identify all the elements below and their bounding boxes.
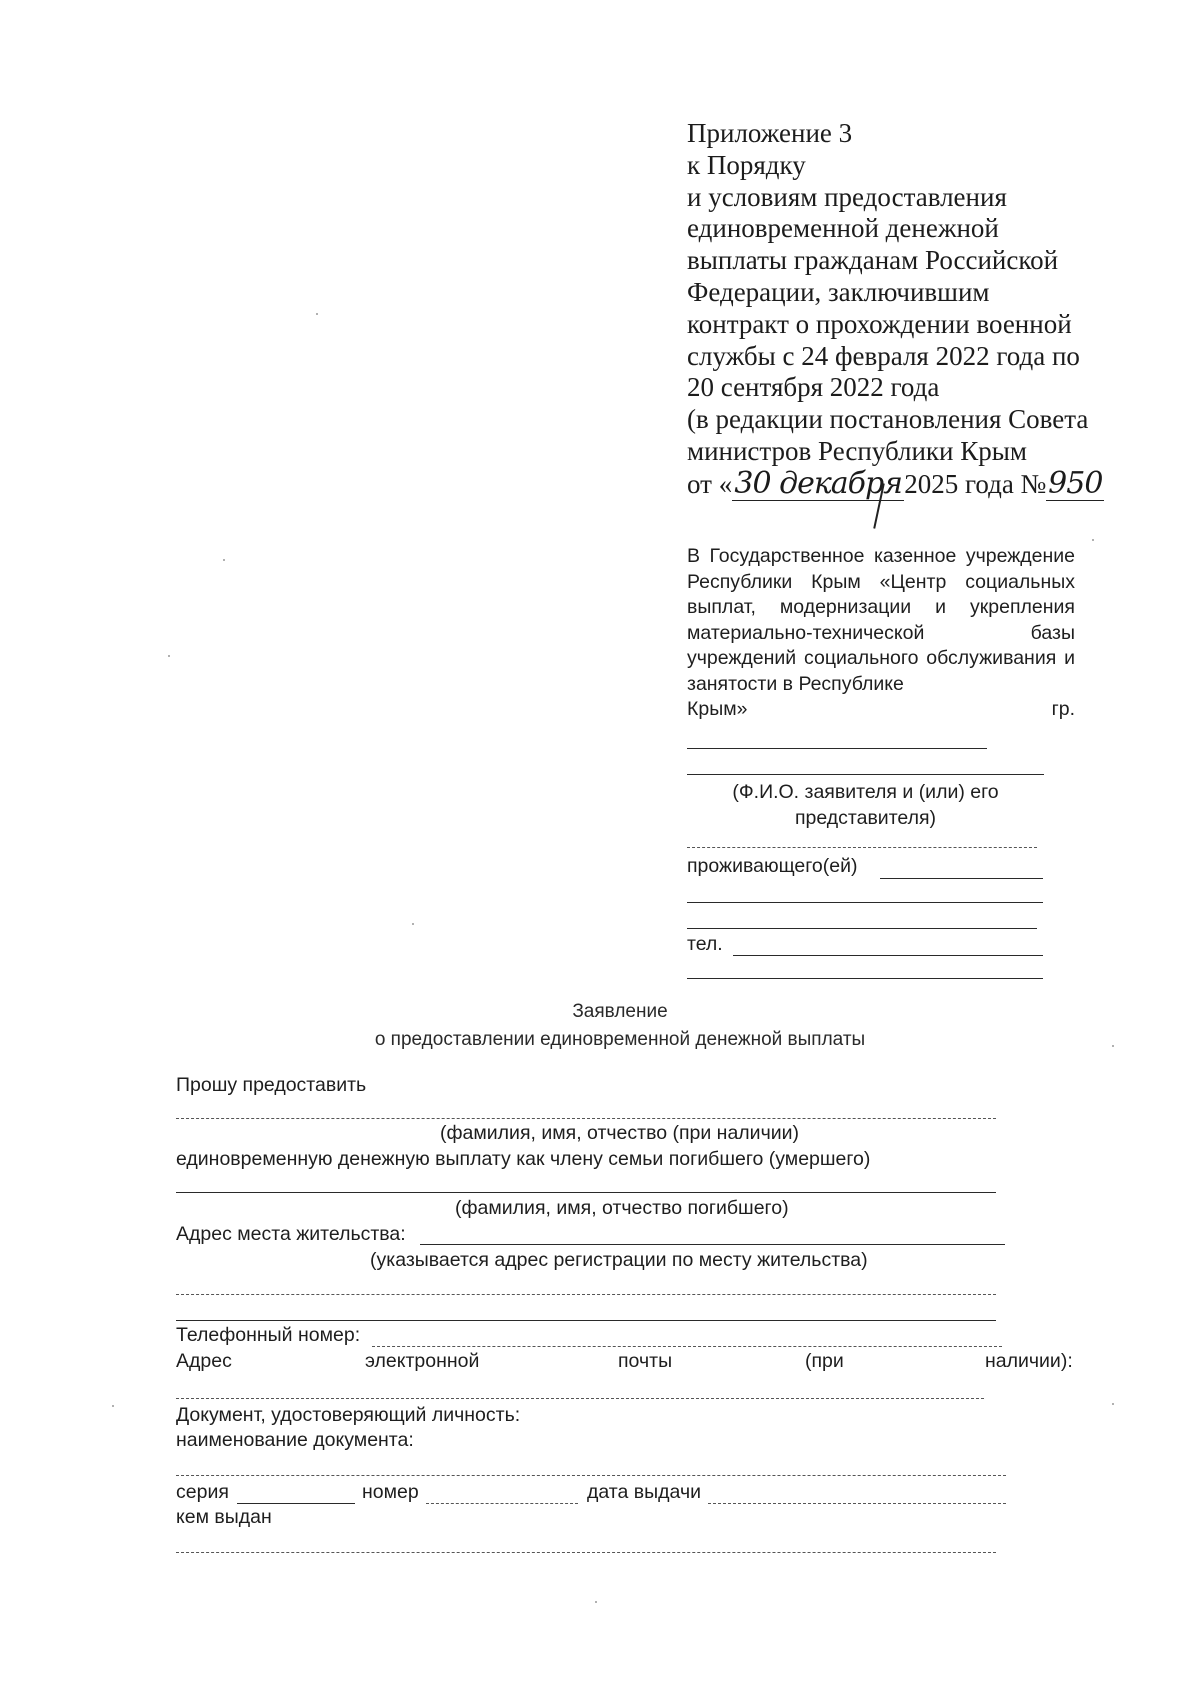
doc-name-field[interactable] bbox=[176, 1475, 1006, 1476]
address-caption: (указывается адрес регистрации по месту жительства) bbox=[370, 1249, 868, 1271]
recipient-last-line bbox=[687, 697, 1075, 723]
appendix-line: и условиям предоставления bbox=[687, 181, 1007, 212]
address-line-2[interactable] bbox=[176, 1294, 996, 1295]
scan-speck bbox=[223, 559, 225, 561]
scan-speck bbox=[112, 1405, 114, 1407]
document-title bbox=[300, 998, 940, 1054]
scan-speck bbox=[1112, 1403, 1114, 1405]
appendix-line: министров Республики Крым bbox=[687, 435, 1027, 466]
address-line-3[interactable] bbox=[176, 1320, 996, 1321]
email-field[interactable] bbox=[176, 1398, 984, 1399]
address-field[interactable] bbox=[420, 1244, 1005, 1245]
appendix-line: контракт о прохождении военной bbox=[687, 308, 1072, 339]
date-prefix: от « bbox=[687, 468, 733, 499]
appendix-line: единовременной денежной bbox=[687, 213, 999, 244]
appendix-header bbox=[687, 118, 1117, 501]
doc-name-label: наименование документа: bbox=[176, 1429, 414, 1451]
request-label: Прошу предоставить bbox=[176, 1074, 367, 1096]
email-word-3: почты bbox=[618, 1350, 673, 1372]
residing-line-2[interactable] bbox=[687, 902, 1043, 903]
year-text: 2025 года № bbox=[904, 468, 1047, 499]
phone-field-top[interactable] bbox=[733, 955, 1043, 956]
series-label: серия bbox=[176, 1481, 229, 1503]
scan-speck bbox=[595, 1601, 597, 1603]
phone-field[interactable] bbox=[372, 1346, 1002, 1347]
issue-date-label: дата выдачи bbox=[587, 1481, 701, 1503]
recipient-block bbox=[687, 544, 1075, 723]
address-label: Адрес места жительства: bbox=[176, 1223, 406, 1245]
issued-by-field[interactable] bbox=[176, 1552, 996, 1553]
email-word-5: наличии): bbox=[985, 1350, 1073, 1372]
title-line-1: Заявление bbox=[572, 1001, 668, 1022]
scan-speck bbox=[1112, 1045, 1114, 1047]
residing-field[interactable] bbox=[880, 878, 1043, 879]
appendix-line: выплаты гражданам Российской bbox=[687, 245, 1059, 276]
scan-speck bbox=[412, 923, 414, 925]
appendix-line: к Порядку bbox=[687, 149, 806, 180]
handwritten-date: 30 декабря bbox=[732, 468, 904, 501]
handwritten-number: 950 bbox=[1048, 465, 1103, 501]
issued-by-label: кем выдан bbox=[176, 1506, 272, 1528]
resolution-date-line bbox=[687, 465, 1117, 501]
appendix-line: Федерации, заключившим bbox=[687, 276, 990, 307]
recipient-last-left: Крым» bbox=[687, 698, 748, 720]
email-word-4: (при bbox=[805, 1350, 844, 1372]
payment-text: единовременную денежную выплату как члену семьи погибшего (умершего) bbox=[176, 1148, 871, 1170]
appendix-line: (в редакции постановления Совета bbox=[687, 404, 1089, 435]
phone-label: Телефонный номер: bbox=[176, 1324, 361, 1346]
fio-caption: (фамилия, имя, отчество (при наличии) bbox=[440, 1122, 800, 1144]
number-label: номер bbox=[362, 1481, 419, 1503]
recipient-last-right: гр. bbox=[1051, 698, 1075, 720]
title-line-2: о предоставлении единовременной денежной выплаты bbox=[374, 1029, 866, 1050]
appendix-line: службы с 24 февраля 2022 года по bbox=[687, 340, 1080, 371]
appendix-line: 20 сентября 2022 года bbox=[687, 372, 940, 403]
deceased-name-field[interactable] bbox=[176, 1192, 996, 1193]
id-doc-label: Документ, удостоверяющий личность: bbox=[176, 1404, 521, 1426]
applicant-name-line-2[interactable] bbox=[687, 774, 1044, 775]
issue-date-field[interactable] bbox=[708, 1503, 1006, 1504]
email-word-1: Адрес bbox=[176, 1350, 232, 1372]
residing-label: проживающего(ей) bbox=[687, 855, 858, 877]
applicant-name-line-1[interactable] bbox=[687, 748, 987, 749]
deceased-caption: (фамилия, имя, отчество погибшего) bbox=[455, 1197, 789, 1219]
scan-speck bbox=[1092, 539, 1094, 541]
appendix-line: Приложение 3 bbox=[687, 118, 853, 148]
number-field[interactable] bbox=[426, 1503, 578, 1504]
phone-line-2[interactable] bbox=[687, 978, 1043, 979]
phone-label-top: тел. bbox=[687, 933, 723, 955]
fio-caption-2: представителя) bbox=[794, 807, 937, 829]
scan-speck bbox=[168, 655, 170, 657]
residing-line-3[interactable] bbox=[687, 928, 1037, 929]
requester-name-field[interactable] bbox=[176, 1118, 996, 1119]
fio-caption-1: (Ф.И.О. заявителя и (или) его bbox=[732, 781, 999, 803]
recipient-text: В Государственное казенное учреждение Республики Крым «Центр социальных выплат, модернизации и укрепления материально-технической базы учреждений социального обслуживания и занятости в Республике bbox=[687, 545, 1075, 695]
series-field[interactable] bbox=[237, 1503, 355, 1504]
scan-speck bbox=[316, 313, 318, 315]
applicant-line-3[interactable] bbox=[687, 847, 1037, 848]
email-word-2: электронной bbox=[365, 1350, 480, 1372]
